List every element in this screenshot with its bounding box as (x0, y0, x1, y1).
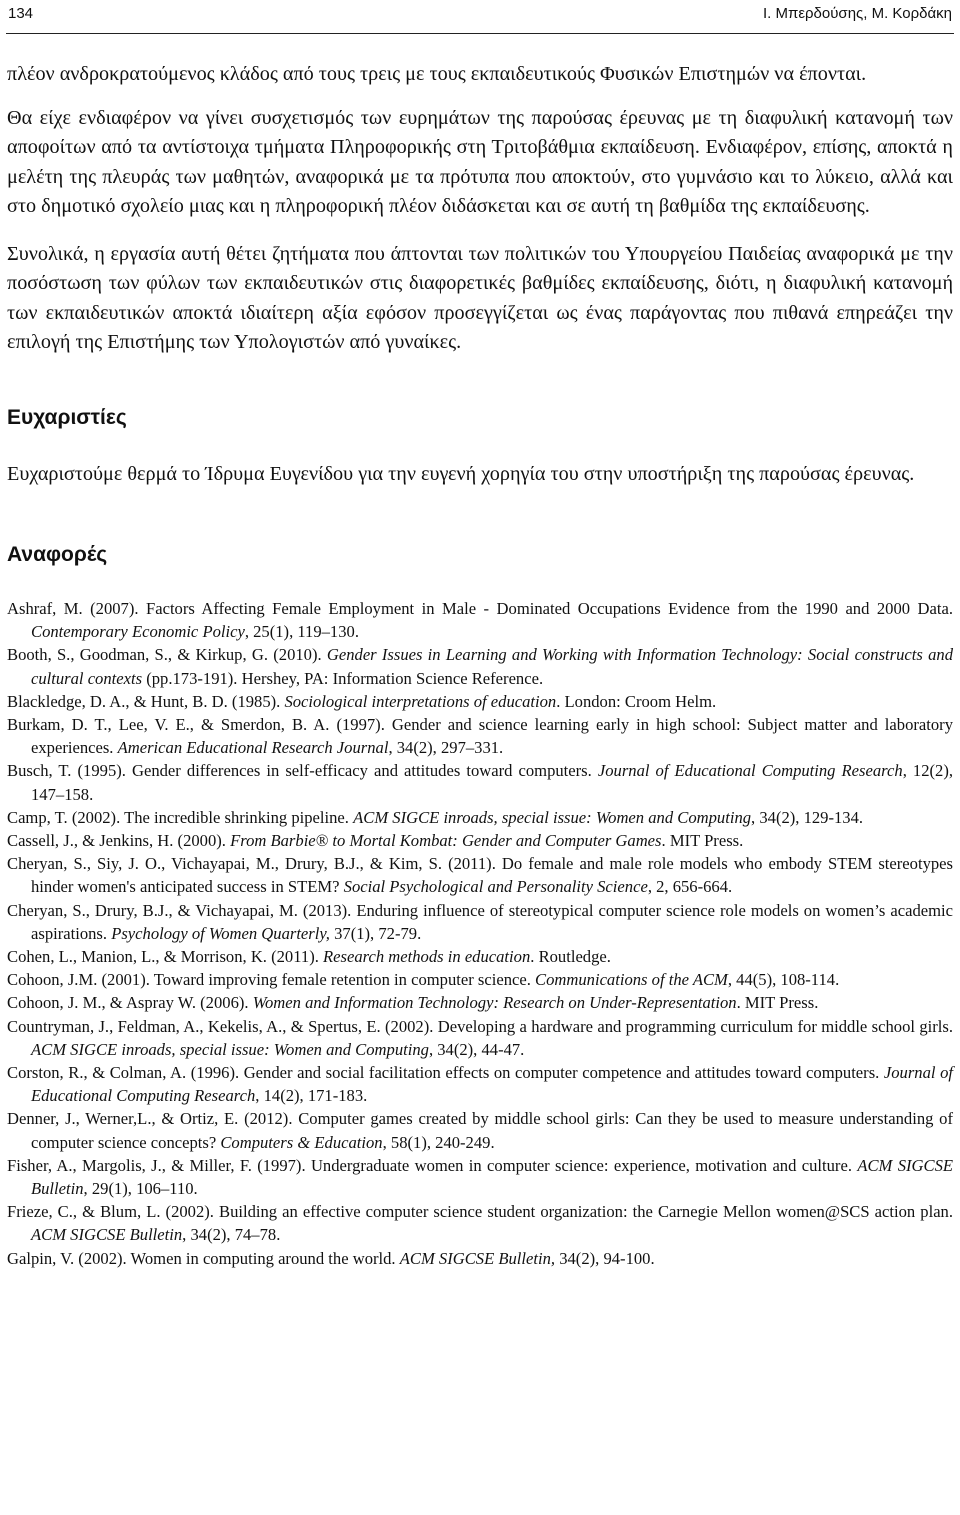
body-paragraph: Θα είχε ενδιαφέρον να γίνει συσχετισμός των ευρημάτων της παρούσας έρευνας με τη διαφυλική κατανομή των αποφοίτων από τα αντίστοιχα τμήματα Πληροφορικής στη Τριτοβάθμια εκπαίδευση. Ενδιαφέρον, επίσης, αποκτά η μελέτη της πλευράς των μαθητών, αναφορικά με τα πρότυπα που αποκτούν, στο γυμνάσιο και το λύκειο, αλλά και στο δημοτικό σχολείο μιας και η πληροφορική πλέον διδάσκεται και σε αυτή τη βαθμίδα της εκπαίδευσης. (7, 106, 953, 217)
reference-item: Corston, R., & Colman, A. (1996). Gender and social facilitation effects on computer competence and attitudes toward computers. Journal of Educational Computing Research, 14(2), 171-183. (7, 1063, 953, 1106)
reference-item: Cohen, L., Manion, L., & Morrison, K. (2011). Research methods in education. Routledge. (7, 947, 611, 967)
reference-item: Camp, T. (2002). The incredible shrinking pipeline. ACM SIGCE inroads, special issue: Women and Computing, 34(2), 129-134. (7, 807, 864, 827)
body-paragraph: πλέον ανδροκρατούμενος κλάδος από τους τρεις με τους εκπαιδευτικούς Φυσικών Επιστημών να έπονται. (7, 63, 867, 85)
reference-item: Frieze, C., & Blum, L. (2002). Building an effective computer science student organization: the Carnegie Mellon women@SCS action plan. ACM SIGCSE Bulletin, 34(2), 74–78. (7, 1202, 953, 1245)
acknowledgements-heading: Ευχαριστίες (7, 405, 127, 429)
reference-item: Cohoon, J.M. (2001). Toward improving female retention in computer science. Communications of the ACM, 44(5), 108-114. (7, 970, 840, 990)
page-content (7, 60, 953, 1270)
page-number: 134 (8, 5, 34, 22)
page-header (6, 3, 954, 34)
reference-item: Cheryan, S., Drury, B.J., & Vichayapai, M. (2013). Enduring influence of stereotypical computer science role models on women’s academic aspirations. Psychology of Women Quarterly, 37(1), 72-79. (7, 900, 953, 943)
reference-item: Cheryan, S., Siy, J. O., Vichayapai, M., Drury, B.J., & Kim, S. (2011). Do female and male role models who embody STEM stereotypes hinder women's anticipated success in STEM? Social Psychological and Personality Science, 2, 656-664. (7, 854, 953, 897)
reference-item: Cassell, J., & Jenkins, H. (2000). From Barbie® to Mortal Kombat: Gender and Computer Games. MIT Press. (7, 831, 744, 851)
reference-item: Ashraf, M. (2007). Factors Affecting Female Employment in Male - Dominated Occupations Evidence from the 1990 and 2000 Data. Contemporary Economic Policy, 25(1), 119–130. (7, 599, 953, 642)
reference-item: Countryman, J., Feldman, A., Kekelis, A., & Spertus, E. (2002). Developing a hardware and programming curriculum for middle school girls. ACM SIGCE inroads, special issue: Women and Computing, 34(2), 44-47. (7, 1016, 953, 1059)
reference-item: Booth, S., Goodman, S., & Kirkup, G. (2010). Gender Issues in Learning and Working with Information Technology: Social constructs and cultural contexts (pp.173-191). Hershey, PA: Information Science Reference. (7, 645, 953, 688)
reference-item: Denner, J., Werner,L., & Ortiz, E. (2012). Computer games created by middle school girls: Can they be used to measure understanding of computer science concepts? Computers & Education, 58(1), 240-249. (7, 1109, 953, 1152)
references-list (7, 597, 953, 1270)
reference-item: Fisher, A., Margolis, J., & Miller, F. (1997). Undergraduate women in computer science: experience, motivation and culture. ACM SIGCSE Bulletin, 29(1), 106–110. (7, 1155, 954, 1199)
acknowledgements-text: Ευχαριστούμε θερμά το Ίδρυμα Ευγενίδου για την ευγενή χορηγία του στην υποστήριξη της παρούσας έρευνας. (7, 462, 915, 485)
reference-item: Burkam, D. T., Lee, V. E., & Smerdon, B. A. (1997). Gender and science learning early in high school: Subject matter and laboratory experiences. American Educational Research Journal, 34(2), 297–331. (7, 715, 953, 758)
reference-item: Blackledge, D. A., & Hunt, B. D. (1985). Sociological interpretations of education. London: Croom Helm. (7, 691, 717, 711)
reference-item: Busch, T. (1995). Gender differences in self-efficacy and attitudes toward computers. Journal of Educational Computing Research, 12(2), 147–158. (7, 761, 953, 804)
reference-item: Cohoon, J. M., & Aspray W. (2006). Women and Information Technology: Research on Under-Representation. MIT Press. (7, 993, 819, 1013)
references-heading: Αναφορές (7, 543, 108, 566)
body-paragraph: Συνολικά, η εργασία αυτή θέτει ζητήματα που άπτονται των πολιτικών του Υπουργείου Παιδείας αναφορικά με την ποσόστωση των φύλων των εκπαιδευτικών στις διαφορετικές βαθμίδες εκπαίδευσης, διότι, η διαφυλική κατανομή των εκπαιδευτικών αποκτά ιδιαίτερη αξία εφόσον προσεγγίζεται ως ένας παράγοντας που πιθανά επηρεάζει την επιλογή της Επιστήμης των Υπολογιστών από γυναίκες. (7, 242, 953, 353)
running-head-authors: Ι. Μπερδούσης, Μ. Κορδάκη (762, 5, 952, 22)
reference-item: Galpin, V. (2002). Women in computing around the world. ACM SIGCSE Bulletin, 34(2), 94-100. (7, 1248, 655, 1268)
